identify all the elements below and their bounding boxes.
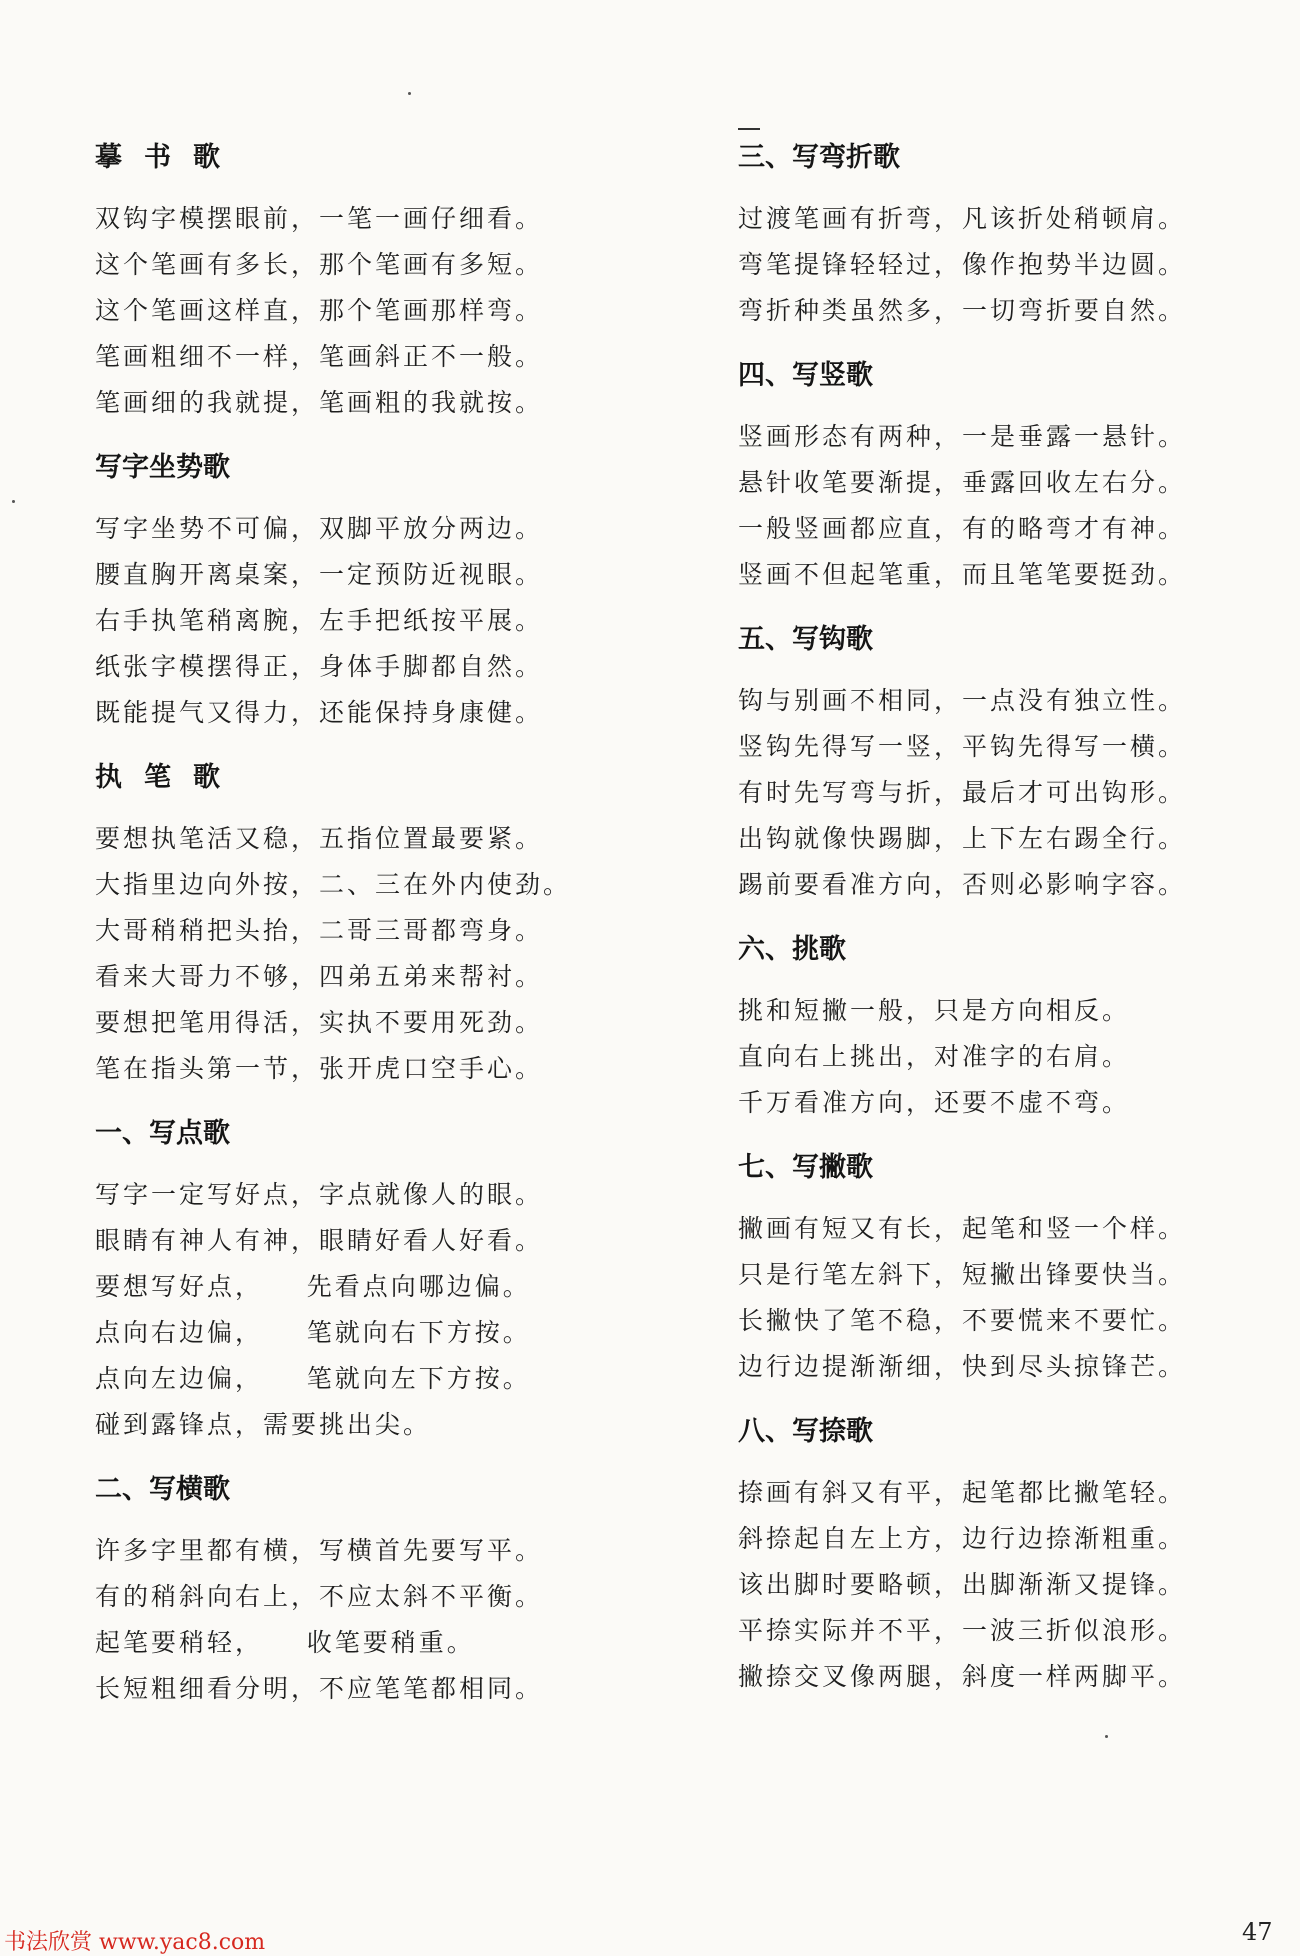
poem-line: 这个笔画有多长，那个笔画有多短。 [95,250,544,279]
section-title: 六、挑歌 [738,934,846,965]
poem-line: 捺画有斜又有平，起笔都比撇笔轻。 [738,1478,1187,1507]
poem-line: 双钩字模摆眼前，一笔一画仔细看。 [95,204,544,233]
poem-line: 点向右边偏， 笔就向右下方按。 [95,1318,531,1347]
section-title: 执笔歌 [95,762,242,793]
poem-line: 既能提气又得力，还能保持身康健。 [95,698,544,727]
poem-line: 要想把笔用得活，实执不要用死劲。 [95,1008,544,1037]
section-title: 八、写捺歌 [738,1416,873,1447]
poem-section [738,356,1278,598]
poem-line: 看来大哥力不够，四弟五弟来帮衬。 [95,962,544,991]
poem-line: 大指里边向外按，二、三在外内使劲。 [95,870,572,899]
poem-lines [95,1528,655,1712]
poem-line: 弯笔提锋轻轻过，像作抱势半边圆。 [738,250,1187,279]
poem-lines [738,678,1278,908]
poem-line: 长撇快了笔不稳，不要慌来不要忙。 [738,1306,1187,1335]
poem-line: 悬针收笔要渐提，垂露回收左右分。 [738,468,1187,497]
section-title: 摹书歌 [95,142,242,173]
section-title: 五、写钩歌 [738,624,873,655]
page-number: 47 [1242,1918,1273,1946]
section-title: 二、写横歌 [95,1474,230,1505]
paper-speck [12,500,15,503]
poem-line: 许多字里都有横，写横首先要写平。 [95,1536,544,1565]
poem-line: 千万看准方向，还要不虚不弯。 [738,1088,1131,1117]
watermark: 书法欣赏 www.yac8.com [4,1930,266,1955]
poem-line: 碰到露锋点，需要挑出尖。 [95,1410,432,1439]
poem-line: 要想写好点， 先看点向哪边偏。 [95,1272,531,1301]
poem-line: 要想执笔活又稳，五指位置最要紧。 [95,824,544,853]
poem-line: 钩与别画不相同，一点没有独立性。 [738,686,1187,715]
poem-lines [738,196,1278,334]
poem-line: 一般竖画都应直，有的略弯才有神。 [738,514,1187,543]
poem-section [738,138,1278,334]
poem-lines [95,196,655,426]
section-title: 四、写竖歌 [738,360,873,391]
poem-lines [738,988,1278,1126]
poem-line: 踢前要看准方向，否则必影响字容。 [738,870,1187,899]
section-title: 写字坐势歌 [95,452,230,483]
left-column [95,138,655,1734]
poem-line: 该出脚时要略顿，出脚渐渐又提锋。 [738,1570,1187,1599]
poem-line: 平捺实际并不平，一波三折似浪形。 [738,1616,1187,1645]
poem-section [738,930,1278,1126]
poem-line: 直向右上挑出，对准字的右肩。 [738,1042,1131,1071]
poem-line: 右手执笔稍离腕，左手把纸按平展。 [95,606,544,635]
poem-section [95,1114,655,1448]
poem-line: 长短粗细看分明，不应笔笔都相同。 [95,1674,544,1703]
poem-line: 笔在指头第一节，张开虎口空手心。 [95,1054,544,1083]
poem-line: 腰直胸开离桌案，一定预防近视眼。 [95,560,544,589]
section-title: 一、写点歌 [95,1118,230,1149]
paper-speck [1105,1735,1108,1738]
poem-line: 纸张字模摆得正，身体手脚都自然。 [95,652,544,681]
poem-line: 这个笔画这样直，那个笔画那样弯。 [95,296,544,325]
poem-section [95,1470,655,1712]
poem-section [738,1412,1278,1700]
poem-line: 起笔要稍轻， 收笔要稍重。 [95,1628,475,1657]
poem-line: 点向左边偏， 笔就向左下方按。 [95,1364,531,1393]
poem-section [95,138,655,426]
section-title: 七、写撇歌 [738,1152,873,1183]
poem-line: 过渡笔画有折弯，凡该折处稍顿肩。 [738,204,1187,233]
poem-line: 大哥稍稍把头抬，二哥三哥都弯身。 [95,916,544,945]
poem-lines [738,1470,1278,1700]
poem-line: 写字坐势不可偏，双脚平放分两边。 [95,514,544,543]
poem-section [738,620,1278,908]
section-title: 三、写弯折歌 [738,142,900,173]
poem-line: 弯折种类虽然多，一切弯折要自然。 [738,296,1187,325]
poem-line: 笔画粗细不一样，笔画斜正不一般。 [95,342,544,371]
poem-line: 竖画不但起笔重，而且笔笔要挺劲。 [738,560,1187,589]
poem-line: 竖钩先得写一竖，平钩先得写一横。 [738,732,1187,761]
poem-line: 眼睛有神人有神，眼睛好看人好看。 [95,1226,544,1255]
poem-line: 撇捺交叉像两腿，斜度一样两脚平。 [738,1662,1187,1691]
poem-section [95,758,655,1092]
poem-line: 有的稍斜向右上，不应太斜不平衡。 [95,1582,544,1611]
poem-line: 竖画形态有两种，一是垂露一悬针。 [738,422,1187,451]
poem-line: 挑和短撇一般，只是方向相反。 [738,996,1131,1025]
paper-speck [408,92,411,95]
dash-mark [738,128,760,130]
poem-lines [95,816,655,1092]
poem-line: 撇画有短又有长，起笔和竖一个样。 [738,1214,1187,1243]
poem-lines [95,506,655,736]
poem-line: 写字一定写好点，字点就像人的眼。 [95,1180,544,1209]
poem-line: 只是行笔左斜下，短撇出锋要快当。 [738,1260,1187,1289]
poem-lines [95,1172,655,1448]
poem-line: 出钩就像快踢脚，上下左右踢全行。 [738,824,1187,853]
right-column [738,138,1278,1722]
poem-section [738,1148,1278,1390]
poem-lines [738,1206,1278,1390]
poem-line: 边行边提渐渐细，快到尽头掠锋芒。 [738,1352,1187,1381]
poem-line: 斜捺起自左上方，边行边捺渐粗重。 [738,1524,1187,1553]
poem-section [95,448,655,736]
poem-lines [738,414,1278,598]
poem-line: 有时先写弯与折，最后才可出钩形。 [738,778,1187,807]
poem-line: 笔画细的我就提，笔画粗的我就按。 [95,388,544,417]
